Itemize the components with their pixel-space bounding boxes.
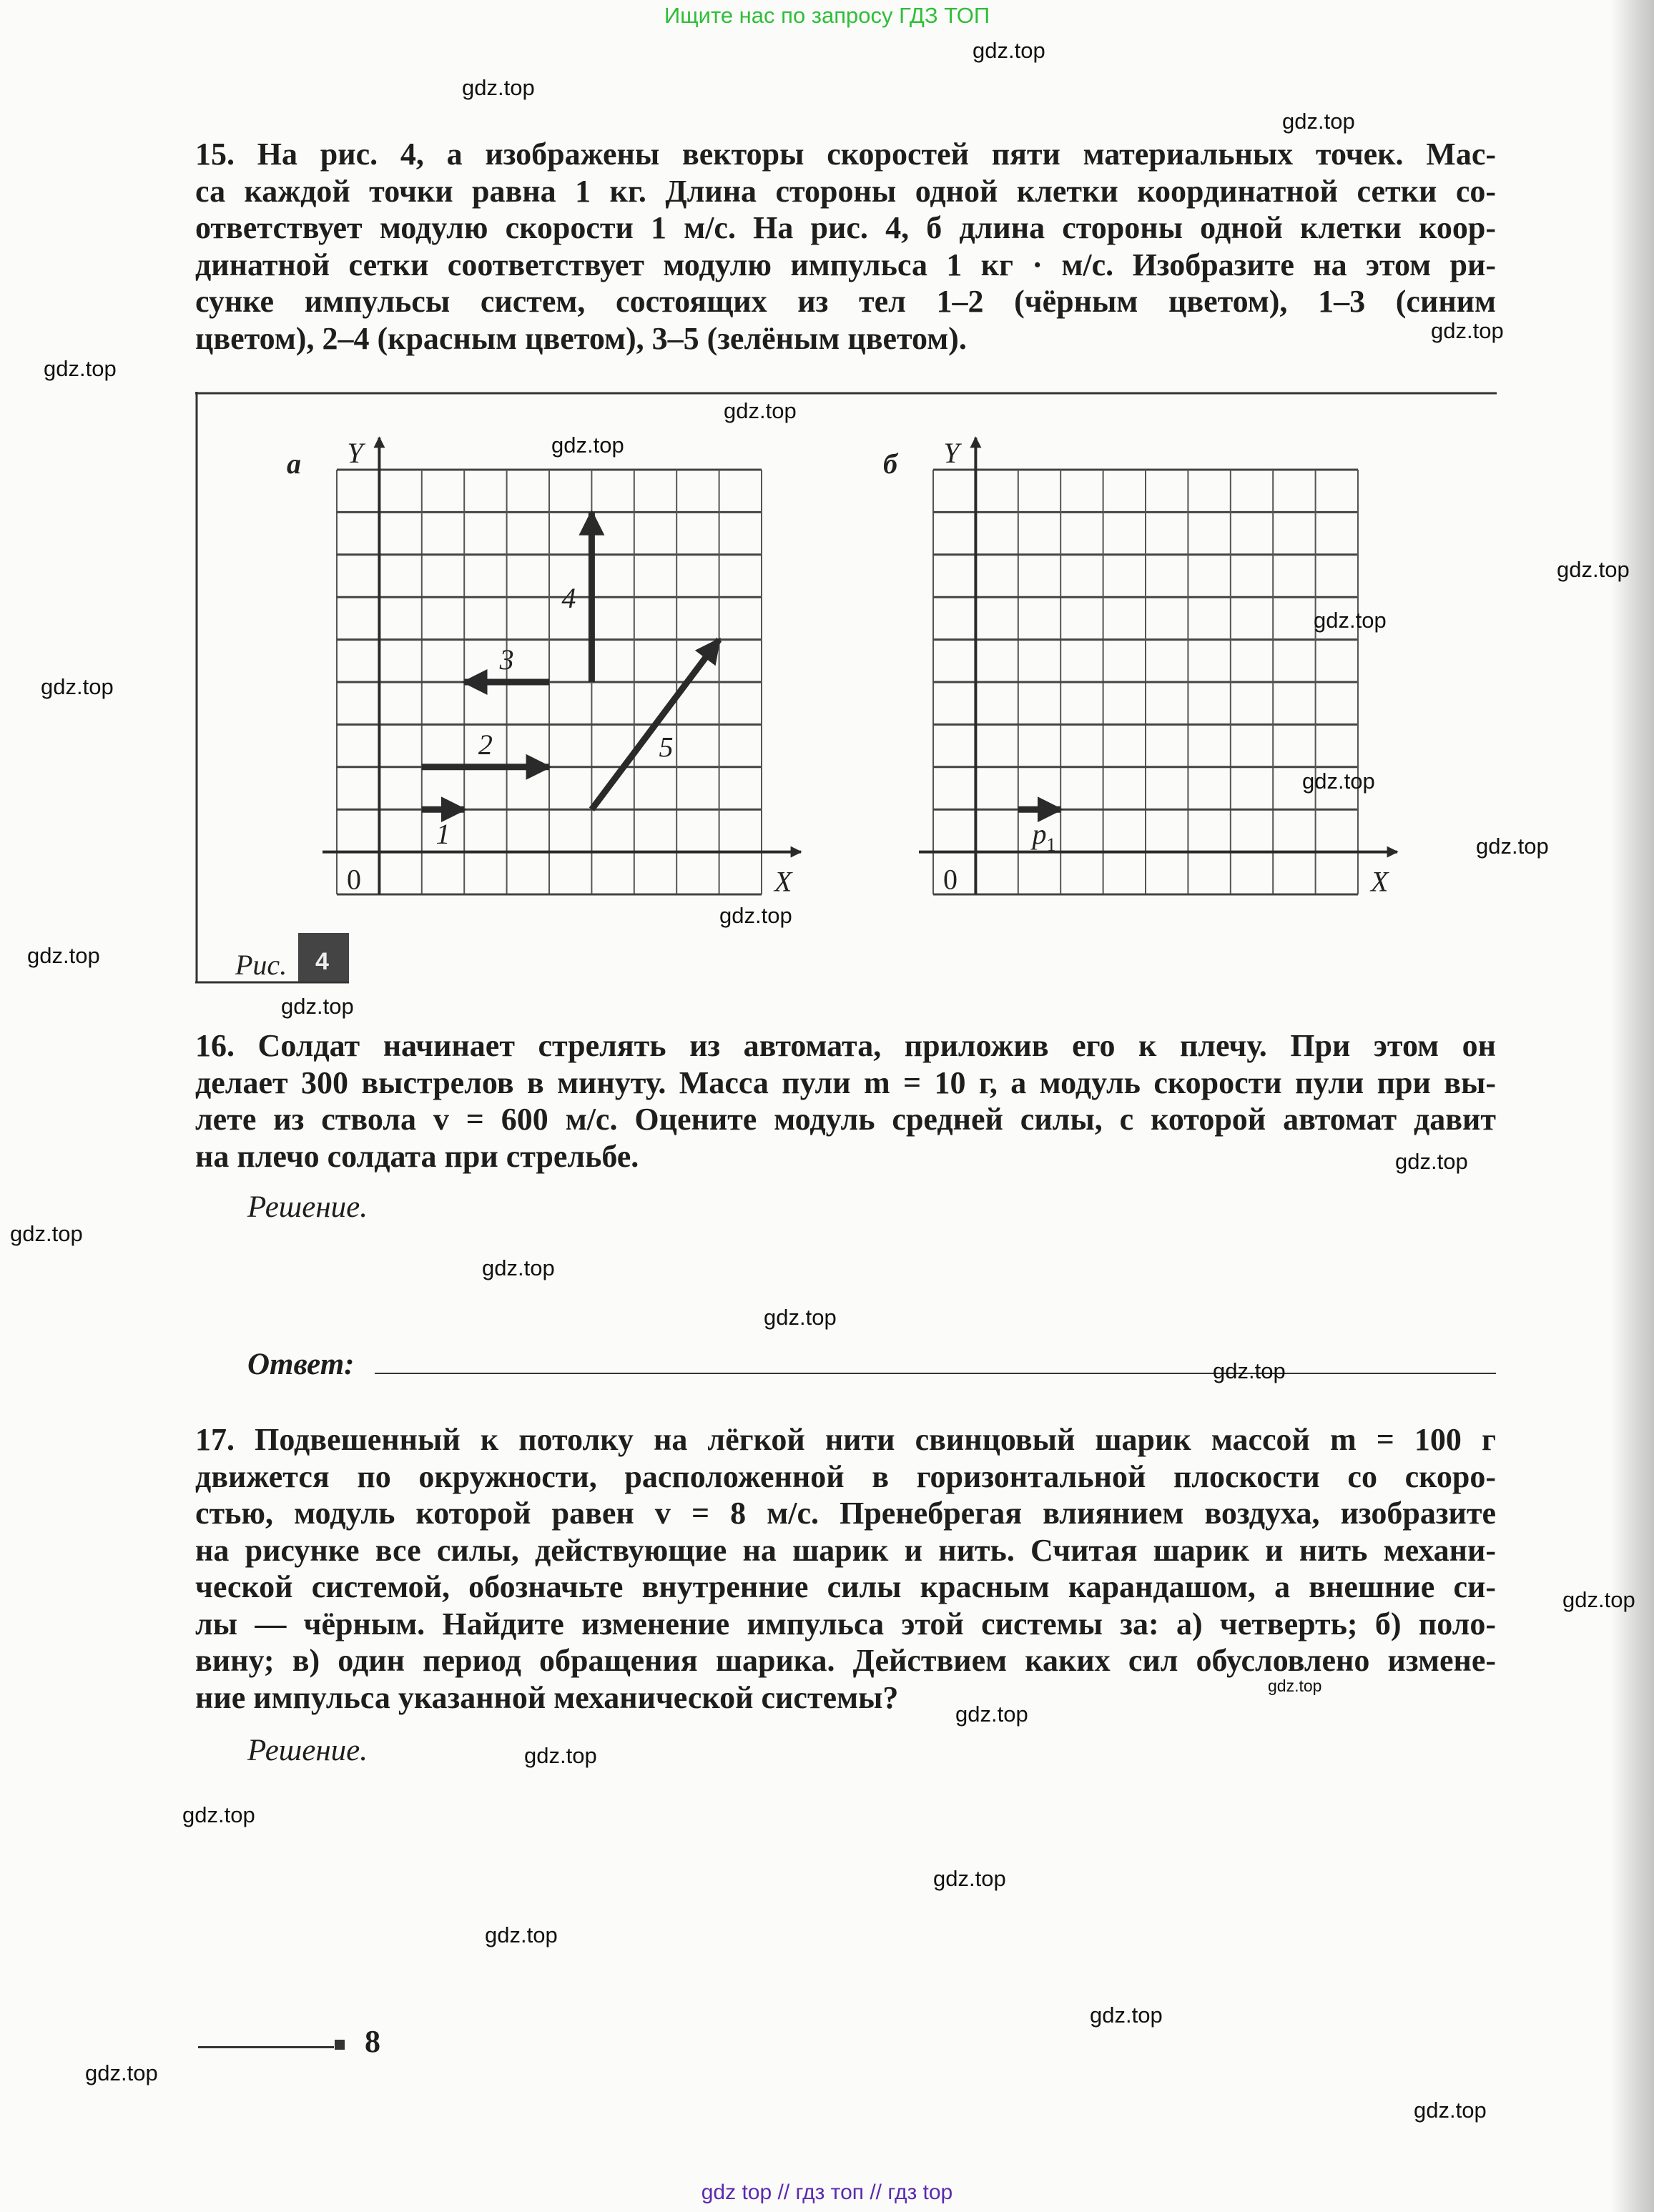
- watermark: gdz.top: [482, 1255, 555, 1280]
- text-line: лы — чёрным. Найдите изменение импульса этой системы за: а) четверть; б) поло-: [195, 1606, 1496, 1641]
- text-line: лете из ствола v = 600 м/с. Оцените модуль средней силы, с которой автомат давит: [195, 1102, 1496, 1137]
- watermark: gdz.top: [85, 2060, 158, 2085]
- watermark: gdz.top: [1268, 1677, 1322, 1695]
- text-line: 17. Подвешенный к потолку на лёгкой нити свинцовый шарик массой m = 100 г: [195, 1422, 1496, 1457]
- figure-caption-prefix: Рис.: [235, 949, 287, 981]
- text-line: цветом), 2–4 (красным цветом), 3–5 (зелёным цветом).: [195, 320, 967, 356]
- watermark: gdz.top: [1395, 1149, 1468, 1174]
- solution-label-17: Решение.: [247, 1734, 368, 1767]
- text-line: сунке импульсы систем, состоящих из тел 1–2 (чёрным цветом), 1–3 (синим: [195, 284, 1496, 319]
- text-line: на рисунке все силы, действующие на шарик и нить. Считая шарик и нить механи-: [195, 1532, 1496, 1568]
- vector-label-p1: $p_1$: [1032, 818, 1056, 856]
- solution-label-16: Решение.: [247, 1190, 368, 1224]
- problem-17: [195, 1421, 1496, 1716]
- watermark: gdz.top: [1562, 1587, 1635, 1612]
- watermark: gdz.top: [27, 943, 100, 968]
- watermark: gdz.top: [1314, 608, 1387, 633]
- origin-label: 0: [347, 863, 361, 896]
- text-line: вину; в) один период обращения шарика. Действием каких сил обусловлено измене-: [195, 1643, 1496, 1678]
- text-line: ние импульса указанной механической системы?: [195, 1679, 899, 1715]
- vector-label-1: 1: [435, 818, 451, 851]
- watermark: gdz.top: [485, 1922, 558, 1947]
- page-number-rule: [198, 2046, 334, 2048]
- origin-label: 0: [943, 863, 958, 896]
- watermark: gdz.top: [1090, 2003, 1163, 2028]
- vector-label-3: 3: [499, 643, 514, 676]
- text-line: делает 300 выстрелов в минуту. Масса пули m = 10 г, а модуль скорости пули при вы-: [195, 1065, 1496, 1100]
- panel-a: [287, 437, 801, 898]
- vector-label-5: 5: [659, 731, 674, 764]
- watermark: gdz.top: [973, 38, 1045, 63]
- text-line: са каждой точки равна 1 кг. Длина стороны одной клетки координатной сетки со-: [195, 173, 1496, 209]
- watermark: gdz.top: [41, 674, 114, 699]
- watermark: gdz.top: [281, 994, 354, 1019]
- vector-label-2: 2: [478, 728, 493, 761]
- watermark: gdz.top: [1213, 1358, 1286, 1383]
- answer-label-16: Ответ:: [247, 1348, 355, 1381]
- text-line: ответствует модулю скорости 1 м/с. На рис. 4, б длина стороны одной клетки коор-: [195, 210, 1496, 245]
- page-number-bullet: [335, 2040, 345, 2050]
- watermark: gdz.top: [724, 398, 797, 423]
- text-line: стью, модуль которой равен v = 8 м/с. Пренебрегая влиянием воздуха, изобразите: [195, 1496, 1496, 1531]
- x-axis-label: X: [1371, 865, 1389, 898]
- vector-label-4: 4: [561, 582, 576, 615]
- answer-line[interactable]: [375, 1373, 1496, 1374]
- watermark: gdz.top: [719, 903, 792, 928]
- page-number: 8: [365, 2024, 380, 2059]
- page-edge-shadow: [1611, 0, 1654, 2212]
- watermark: gdz.top: [1431, 318, 1504, 343]
- watermark: gdz.top: [462, 75, 535, 100]
- footer-links[interactable]: gdz top // гдз топ // гдз top: [701, 2181, 953, 2204]
- figure-number: 4: [315, 948, 329, 975]
- text-line: 16. Солдат начинает стрелять из автомата, приложив его к плечу. При этом он: [195, 1028, 1496, 1063]
- y-axis-label: Y: [347, 437, 363, 469]
- panel-label: а: [287, 448, 301, 480]
- panel-b: [883, 437, 1397, 898]
- text-line: 15. На рис. 4, а изображены векторы скоростей пяти материальных точек. Мас-: [195, 137, 1496, 172]
- y-axis-label: Y: [943, 437, 960, 469]
- watermark: gdz.top: [933, 1866, 1006, 1891]
- watermark: gdz.top: [44, 356, 117, 381]
- watermark: gdz.top: [764, 1305, 837, 1330]
- watermark: gdz.top: [524, 1743, 597, 1768]
- watermark: gdz.top: [10, 1221, 83, 1246]
- watermark: gdz.top: [1282, 109, 1355, 134]
- promo-header[interactable]: Ищите нас по запросу ГДЗ ТОП: [664, 3, 990, 28]
- text-line: ческой системой, обозначьте внутренние силы красным карандашом, а внешние си-: [195, 1569, 1496, 1604]
- watermark: gdz.top: [182, 1802, 255, 1827]
- watermark: gdz.top: [551, 433, 624, 458]
- text-line: динатной сетки соответствует модулю импульса 1 кг · м/с. Изобразите на этом ри-: [195, 247, 1496, 282]
- watermark: gdz.top: [1476, 834, 1549, 859]
- watermark: gdz.top: [1414, 2098, 1487, 2123]
- figure-4: [195, 392, 1504, 985]
- problem-16: [195, 1027, 1496, 1175]
- panel-label: б: [883, 448, 897, 480]
- x-axis-label: X: [774, 865, 792, 898]
- watermark: gdz.top: [955, 1702, 1028, 1727]
- problem-15: [195, 136, 1496, 357]
- watermark: gdz.top: [1557, 557, 1630, 582]
- watermark: gdz.top: [1302, 769, 1375, 794]
- text-line: на плечо солдата при стрельбе.: [195, 1138, 639, 1174]
- text-line: движется по окружности, расположенной в горизонтальной плоскости со скоро-: [195, 1458, 1496, 1494]
